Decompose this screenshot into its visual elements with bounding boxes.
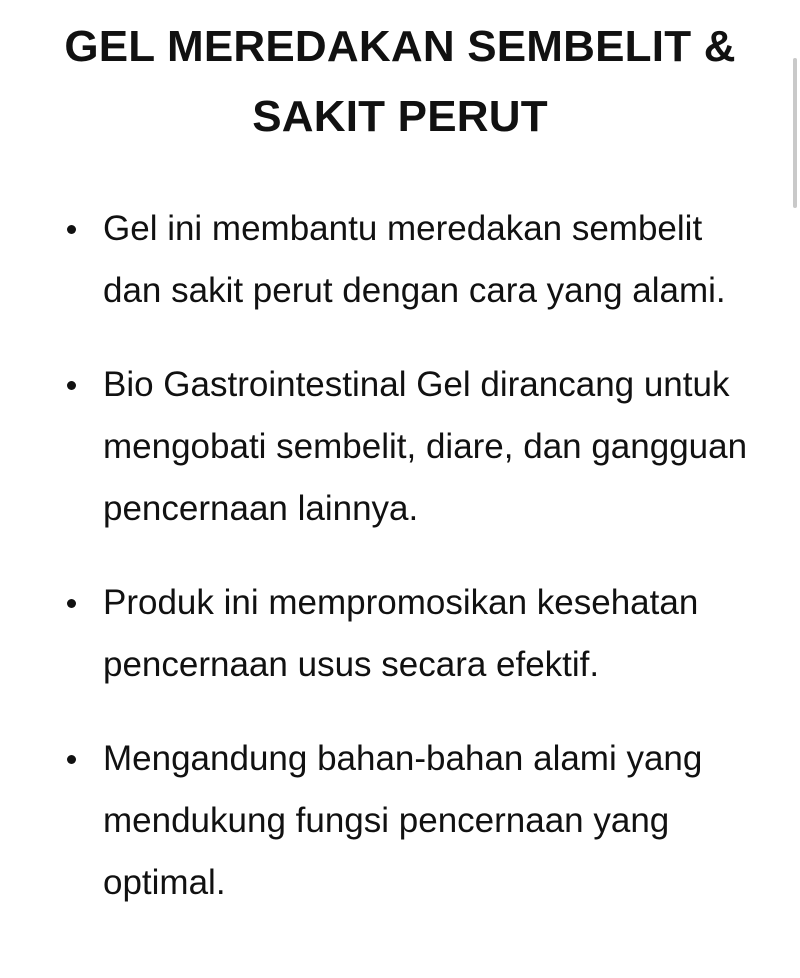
list-item <box>0 198 790 322</box>
bullet-dot-icon <box>67 599 76 608</box>
list-item-text: Bio Gastrointestinal Gel dirancang untuk mengobati sembelit, diare, dan gangguan pencernaan lainnya. <box>103 365 748 528</box>
page-title-line-1: GEL MEREDAKAN SEMBELIT & <box>64 22 736 71</box>
list-item-text: Produk ini mempromosikan kesehatan pencernaan usus secara efektif. <box>103 583 699 684</box>
list-item-text: Mengandung bahan-bahan alami yang mendukung fungsi pencernaan yang optimal. <box>103 739 703 902</box>
bullet-dot-icon <box>67 381 76 390</box>
page-title-line-2: SAKIT PERUT <box>252 92 548 141</box>
list-item <box>0 728 790 914</box>
bullet-dot-icon <box>67 755 76 764</box>
bullet-list <box>0 198 790 946</box>
vertical-scrollbar[interactable] <box>793 58 797 208</box>
page-title <box>0 12 800 152</box>
bullet-dot-icon <box>67 225 76 234</box>
list-item <box>0 354 790 540</box>
list-item-text: Gel ini membantu meredakan sembelit dan sakit perut dengan cara yang alami. <box>103 209 726 310</box>
list-item <box>0 572 790 696</box>
